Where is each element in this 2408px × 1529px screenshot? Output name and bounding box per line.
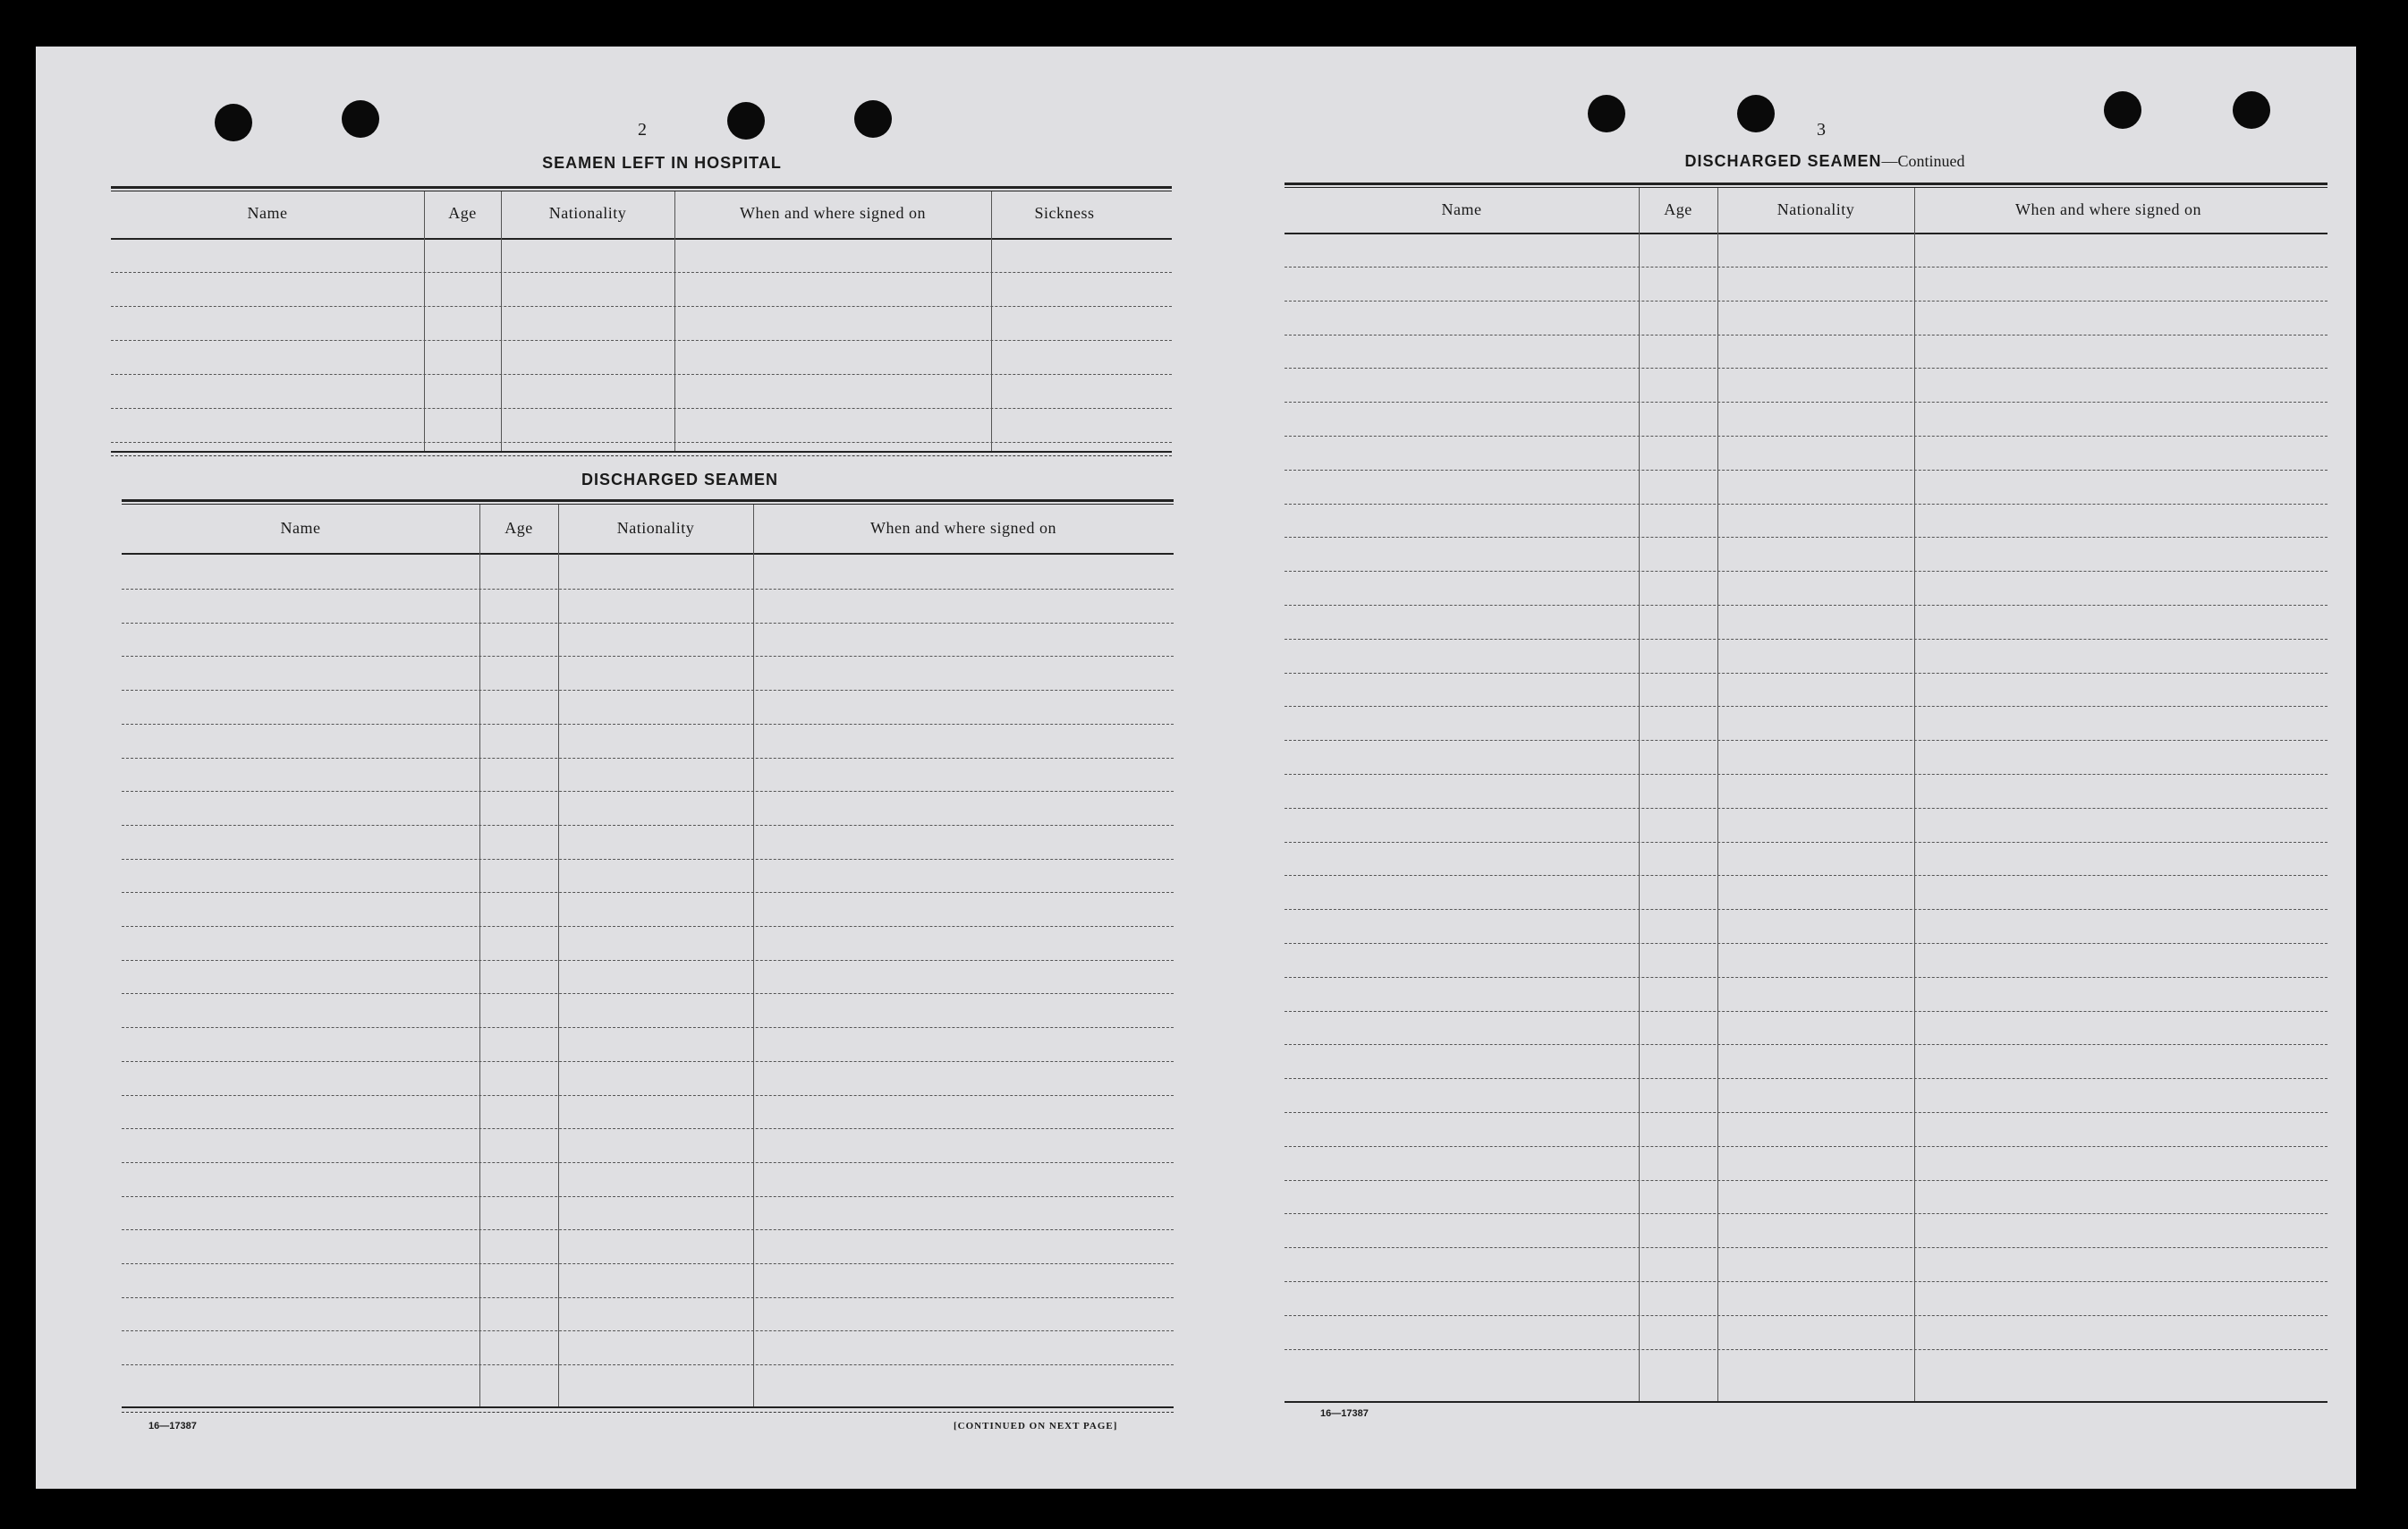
entry-line [122,690,1174,691]
entry-line [1285,1112,2327,1113]
entry-line [122,1095,1174,1096]
punch-hole [215,104,252,141]
column-divider [501,191,502,451]
entry-line [1285,504,2327,505]
entry-line [122,791,1174,792]
punch-hole [1737,95,1775,132]
entry-line [1285,267,2327,268]
hospital-table [111,186,1172,499]
column-header-nationality: Nationality [1776,200,1855,218]
column-divider [479,505,480,1406]
column-divider [1717,188,1718,1401]
column-divider [1639,188,1640,1401]
page-number-right: 3 [1817,120,1826,140]
entry-line [122,892,1174,893]
entry-line [1285,1213,2327,1214]
discharged-section-title-left: DISCHARGED SEAMEN [581,471,779,488]
entry-line [122,960,1174,961]
entry-line [122,926,1174,927]
entry-line [122,1027,1174,1028]
entry-line [1285,571,2327,572]
entry-line [1285,335,2327,336]
entry-line [122,1263,1174,1264]
entry-line [1285,1044,2327,1045]
header-divider [111,238,1172,240]
entry-line [122,825,1174,826]
entry-line [111,340,1172,341]
discharged-table-left [122,499,1174,1465]
table-bottom-rule [111,455,1172,456]
entry-line [111,272,1172,273]
entry-line [1285,402,2327,403]
page-number-left: 2 [638,120,647,140]
continued-note: [CONTINUED ON NEXT PAGE] [954,1421,1118,1431]
column-header-when-where: When and where signed on [870,519,1056,537]
punch-hole [342,100,379,138]
column-header-when-where: When and where signed on [2015,200,2201,218]
discharged-table-right [1285,183,2327,1462]
entry-line [122,1162,1174,1163]
entry-line [1285,1078,2327,1079]
header-divider [122,553,1174,555]
entry-line [1285,1146,2327,1147]
header-divider [1285,233,2327,234]
entry-line [111,306,1172,307]
column-divider [753,505,754,1406]
column-divider [1914,188,1915,1401]
entry-line [1285,875,2327,876]
entry-line [1285,436,2327,437]
column-divider [674,191,675,451]
column-header-age: Age [448,204,477,222]
entry-line [1285,842,2327,843]
entry-line [1285,1011,2327,1012]
column-header-name: Name [247,204,288,222]
section-title-text: DISCHARGED SEAMEN [1684,152,1882,170]
entry-line [1285,605,2327,606]
entry-line [1285,706,2327,707]
punch-hole [2104,91,2141,129]
form-code-left: 16—17387 [148,1421,197,1431]
punch-hole [2233,91,2270,129]
document-sheet [36,47,2356,1489]
column-header-age: Age [1664,200,1692,218]
entry-line [122,1128,1174,1129]
entry-line [122,1229,1174,1230]
entry-line [122,1196,1174,1197]
entry-line [1285,639,2327,640]
table-bottom-rule [1285,1401,2327,1403]
table-top-rule [111,186,1172,189]
table-top-rule [1285,183,2327,185]
table-bottom-rule [111,451,1172,453]
entry-line [1285,977,2327,978]
entry-line [1285,740,2327,741]
entry-line [1285,470,2327,471]
entry-line [122,1330,1174,1331]
entry-line [1285,537,2327,538]
punch-hole [854,100,892,138]
entry-line [122,589,1174,590]
column-divider [991,191,992,451]
entry-line [1285,1281,2327,1282]
entry-line [122,623,1174,624]
entry-line [1285,909,2327,910]
entry-line [122,1061,1174,1062]
entry-line [122,859,1174,860]
entry-line [1285,808,2327,809]
entry-line [1285,1349,2327,1350]
table-bottom-rule [122,1406,1174,1408]
table-top-rule [122,504,1174,505]
entry-line [122,993,1174,994]
entry-line [122,1364,1174,1365]
column-header-sickness: Sickness [1034,204,1095,222]
section-title-suffix: —Continued [1881,152,1965,170]
column-divider [558,505,559,1406]
entry-line [111,374,1172,375]
table-bottom-rule [122,1412,1174,1413]
entry-line [1285,1180,2327,1181]
form-code-right: 16—17387 [1320,1408,1369,1419]
column-header-name: Name [1441,200,1482,218]
entry-line [122,758,1174,759]
entry-line [122,724,1174,725]
table-top-rule [1285,187,2327,188]
column-header-age: Age [504,519,533,537]
punch-hole [1588,95,1625,132]
entry-line [1285,1247,2327,1248]
punch-hole [727,102,765,140]
column-divider [424,191,425,451]
entry-line [122,1297,1174,1298]
discharged-section-title-right [1556,152,2093,171]
table-top-rule [122,499,1174,502]
entry-line [1285,673,2327,674]
entry-line [1285,774,2327,775]
entry-line [111,408,1172,409]
entry-line [1285,1315,2327,1316]
entry-line [1285,943,2327,944]
entry-line [1285,368,2327,369]
entry-line [1285,301,2327,302]
column-header-name: Name [280,519,321,537]
column-header-when-where: When and where signed on [740,204,926,222]
entry-line [122,656,1174,657]
hospital-section-title: SEAMEN LEFT IN HOSPITAL [542,154,782,172]
column-header-nationality: Nationality [616,519,695,537]
column-header-nationality: Nationality [548,204,627,222]
entry-line [111,442,1172,443]
